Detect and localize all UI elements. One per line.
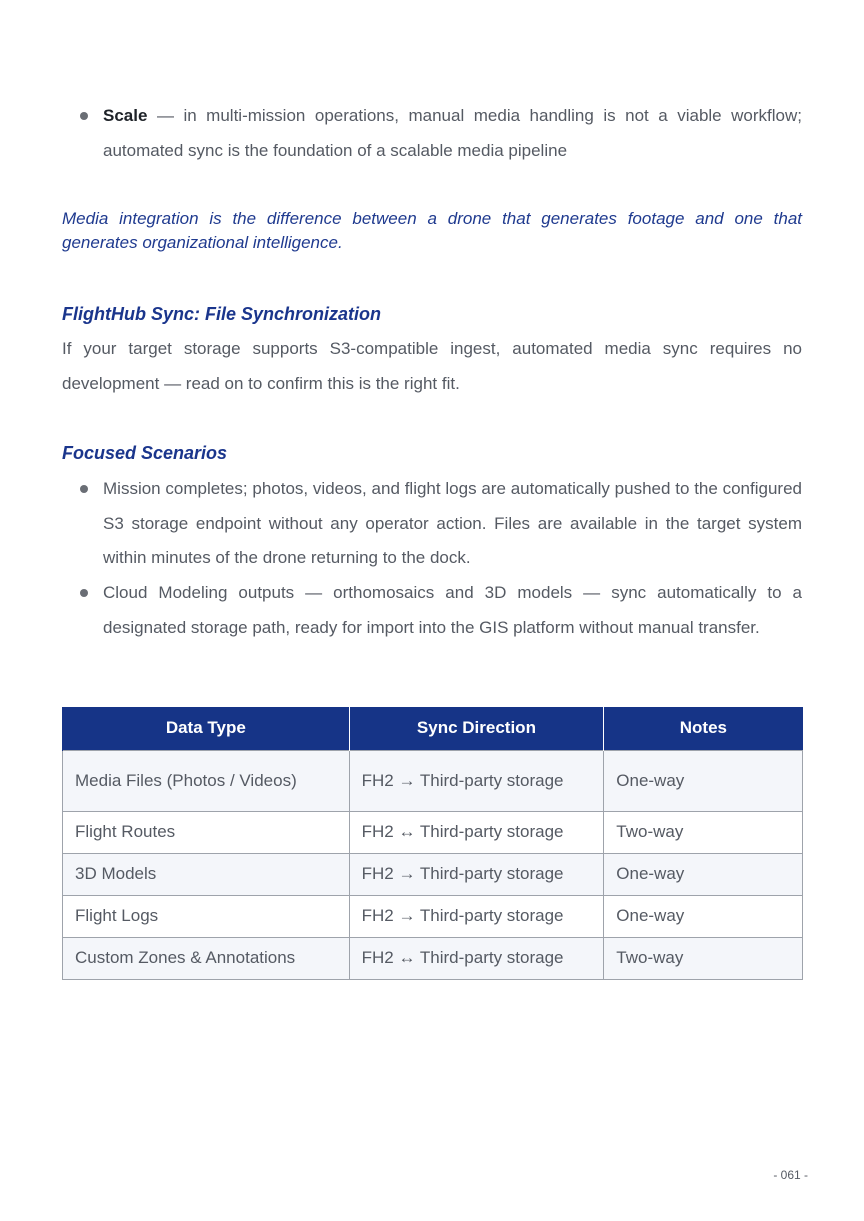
- scale-bullet: [103, 99, 802, 168]
- cell-sync-direction: FH2 ↔ Third-party storage: [349, 937, 604, 979]
- table-row: [63, 853, 803, 895]
- cell-sync-direction: FH2 ↔ Third-party storage: [349, 811, 604, 853]
- pull-quote: Media integration is the difference between a drone that generates footage and one that generates organizational intelligence.: [62, 209, 802, 252]
- bullet-dot-icon: [80, 112, 88, 120]
- cell-data-type: Custom Zones & Annotations: [63, 937, 350, 979]
- cell-notes: Two-way: [604, 811, 803, 853]
- table-row: [63, 811, 803, 853]
- cell-sync-direction: FH2 → Third-party storage: [349, 895, 604, 937]
- scenario-bullet: [103, 576, 802, 645]
- table-row: [63, 895, 803, 937]
- section-body-file-sync: If your target storage supports S3-compatible ingest, automated media sync requires no development — read on to confirm this is the right fit.: [62, 339, 802, 393]
- cell-notes: One-way: [604, 895, 803, 937]
- cell-sync-direction: FH2 → Third-party storage: [349, 853, 604, 895]
- cell-data-type: 3D Models: [63, 853, 350, 895]
- scenario-bullet-text: Cloud Modeling outputs — orthomosaics and 3D models — sync automatically to a designated storage path, ready for import into the GIS platform without manual transfer.: [103, 583, 802, 637]
- cell-data-type: Flight Logs: [63, 895, 350, 937]
- cell-data-type: Flight Routes: [63, 811, 350, 853]
- table-row: [63, 750, 803, 811]
- bullet-dot-icon: [80, 485, 88, 493]
- section-heading-scenarios: Focused Scenarios: [62, 443, 228, 463]
- cell-notes: One-way: [604, 853, 803, 895]
- scenario-bullet: [103, 472, 802, 576]
- column-header-notes: Notes: [604, 707, 803, 750]
- cell-data-type: Media Files (Photos / Videos): [63, 750, 350, 811]
- sync-table: [62, 707, 803, 980]
- scenario-bullet-text: Mission completes; photos, videos, and flight logs are automatically pushed to the configured S3 storage endpoint without any operator action. Files are available in the target system within minutes of the drone returning to the dock.: [103, 479, 802, 567]
- table-header-row: [63, 707, 803, 750]
- cell-notes: Two-way: [604, 937, 803, 979]
- cell-sync-direction: FH2 → Third-party storage: [349, 750, 604, 811]
- section-heading-file-sync: FlightHub Sync: File Synchronization: [62, 304, 382, 324]
- column-header-data-type: Data Type: [63, 707, 350, 750]
- scale-bullet-bold: Scale: [103, 106, 148, 125]
- cell-notes: One-way: [604, 750, 803, 811]
- scale-bullet-text: — in multi-mission operations, manual media handling is not a viable workflow; automated sync is the foundation of a scalable media pipeline: [103, 106, 802, 160]
- column-header-sync-direction: Sync Direction: [349, 707, 604, 750]
- table-row: [63, 937, 803, 979]
- page-number: - 061 -: [773, 1168, 808, 1182]
- bullet-dot-icon: [80, 589, 88, 597]
